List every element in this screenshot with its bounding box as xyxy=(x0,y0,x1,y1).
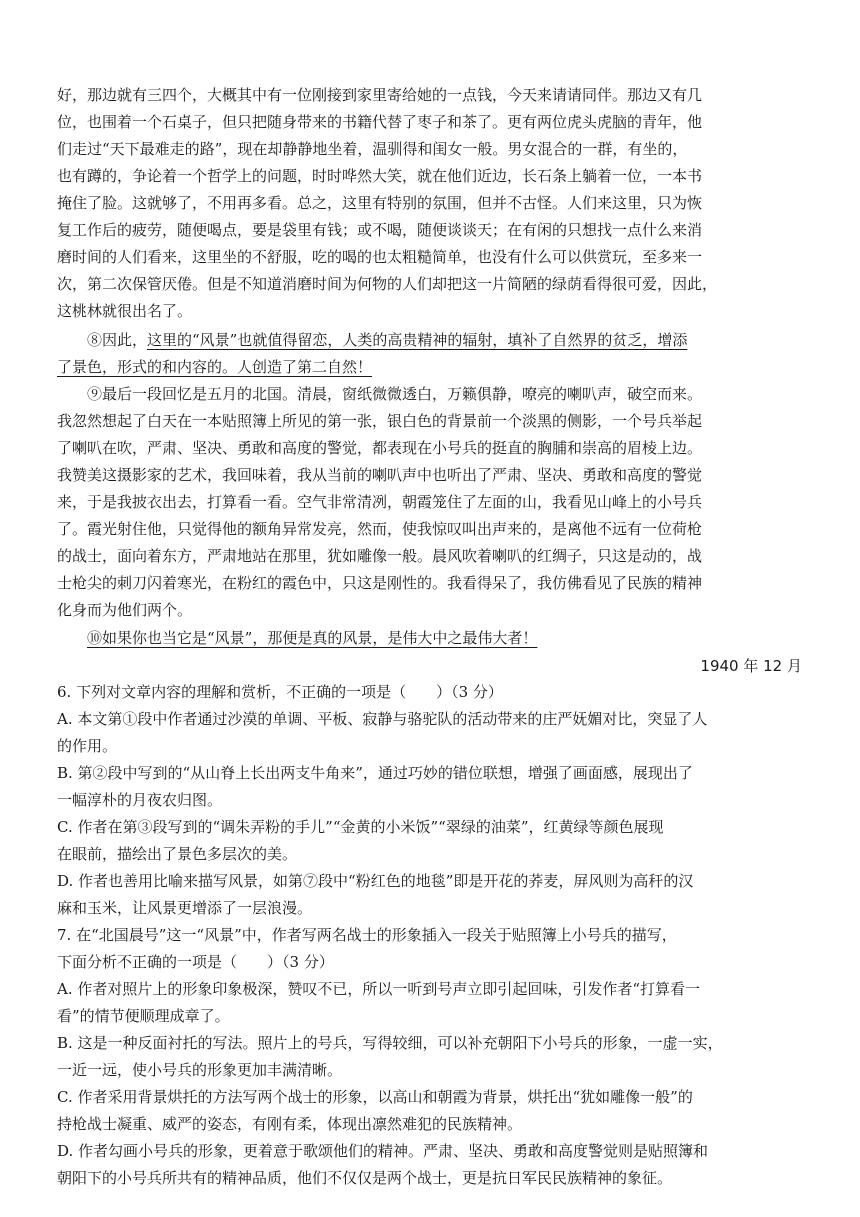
essay-line: 掩住了脸。这就够了，不用再多看。总之，这里有特别的氛围，但并不古怪。人们来这里，只为恢 xyxy=(57,194,703,212)
essay-line: 好，那边就有三四个，大概其中有一位刚接到家里寄给她的一点钱，今天来请请同伴。那边又有几 xyxy=(57,86,703,104)
question-6-option-b: B. 第②段中写到的“从山脊上长出两支牛角来”，通过巧妙的错位联想，增强了画面感，展现出了 xyxy=(57,764,693,782)
question-6-option-d: D. 作者也善用比喻来描写风景，如第⑦段中“粉红色的地毯”即是开花的荞麦，屏风则为高秆的汉 xyxy=(57,872,694,890)
question-7-option-c: C. 作者采用背景烘托的方法写两个战士的形象，以高山和朝霞为背景，烘托出“犹如雕像一般”的 xyxy=(57,1088,693,1106)
question-7-option-b: B. 这是一种反面衬托的写法。照片上的号兵，写得较细，可以补充朝阳下小号兵的形象，一虚一实， xyxy=(57,1034,723,1052)
question-7-option-d: D. 作者勾画小号兵的形象，更着意于歌颂他们的精神。严肃、坚决、勇敢和高度警觉则是贴照簿和 xyxy=(57,1142,709,1160)
paragraph-8-line1 xyxy=(87,327,807,353)
essay-line: 这桃林就很出名了。 xyxy=(57,302,193,320)
paragraph-8-underlined: 这里的“风景”也就值得留恋，人类的高贵精神的辐射，填补了自然界的贫乏，增添 xyxy=(147,331,688,349)
essay-line: 位，也围着一个石桌子，但只把随身带来的书籍代替了枣子和茶了。更有两位虎头虎脑的青年，他 xyxy=(57,113,703,131)
question-6-option-c: C. 作者在第③段写到的“调朱弄粉的手儿”“金黄的小米饭”“翠绿的油菜”，红黄绿等颜色展现 xyxy=(57,818,664,836)
question-7-stem: 7. 在“北国晨号”这一“风景”中，作者写两名战士的形象插入一段关于贴照簿上小号兵的描写， xyxy=(57,926,677,944)
paragraph-8-line2 xyxy=(57,354,807,380)
paragraph-10-underlined: ⑩如果你也当它是“风景”，那便是真的风景，是伟大中之最伟大者！ xyxy=(87,629,538,647)
question-7-stem-cont: 下面分析不正确的一项是（ ）（3 分） xyxy=(57,953,334,971)
paragraph-9-line: 的战士，面向着东方，严肃地站在那里，犹如雕像一般。晨风吹着喇叭的红绸子，只这是动的，战 xyxy=(57,547,703,565)
paragraph-9-line: ⑨最后一段回忆是五月的北国。清晨，窗纸微微透白，万籁俱静，嘹亮的喇叭声，破空而来。 xyxy=(87,385,703,403)
paragraph-9-line: 我赞美这摄影家的艺术，我回味着，我从当前的喇叭声中也听出了严肃、坚决、勇敢和高度的警觉 xyxy=(57,466,703,484)
question-7-option-b-cont: 一近一远，使小号兵的形象更加丰满清晰。 xyxy=(57,1061,343,1079)
essay-line: 复工作后的疲劳，随便喝点，要是袋里有钱；或不喝，随便谈谈天；在有闲的只想找一点什么来消 xyxy=(57,221,703,239)
question-7-option-c-cont: 持枪战士凝重、威严的姿态，有刚有柔，体现出凛然难犯的民族精神。 xyxy=(57,1115,523,1133)
question-6-option-a-cont: 的作用。 xyxy=(57,737,118,755)
paragraph-9-line: 士枪尖的刺刀闪着寒光，在粉红的霞色中，只这是刚性的。我看得呆了，我仿佛看见了民族的精神 xyxy=(57,574,703,592)
paragraph-9-line: 了。霞光射住他，只觉得他的额角异常发亮，然而，使我惊叹叫出声来的，是离他不远有一位荷枪 xyxy=(57,520,703,538)
question-7-option-a-cont: 看”的情节便顺理成章了。 xyxy=(57,1007,230,1025)
question-6-option-a: A. 本文第①段中作者通过沙漠的单调、平板、寂静与骆驼队的活动带来的庄严妩媚对比，突显了人 xyxy=(57,710,708,728)
paragraph-8-prefix: ⑧因此， xyxy=(87,331,148,349)
paragraph-9-line: 化身而为他们两个。 xyxy=(57,601,193,619)
question-6-stem: 6. 下列对文章内容的理解和赏析，不正确的一项是（ ）（3 分） xyxy=(57,683,503,701)
question-7-option-d-cont: 朝阳下的小号兵所共有的精神品质，他们不仅仅是两个战士，更是抗日军民民族精神的象征。 xyxy=(57,1169,673,1187)
essay-line: 们走过“天下最难走的路”，现在却静静地坐着，温驯得和闺女一般。男女混合的一群，有坐的， xyxy=(57,140,688,158)
essay-line: 也有蹲的，争论着一个哲学上的问题，时时哗然大笑，就在他们近边，长石条上躺着一位，一本书 xyxy=(57,167,703,185)
question-6-option-d-cont: 麻和玉米，让风景更增添了一层浪漫。 xyxy=(57,899,313,917)
paragraph-9-line: 我忽然想起了白天在一本贴照簿上所见的第一张，银白色的背景前一个淡黑的侧影，一个号兵举起 xyxy=(57,412,703,430)
question-6-option-c-cont: 在眼前，描绘出了景色多层次的美。 xyxy=(57,845,298,863)
paragraph-9-line: 来，于是我披衣出去，打算看一看。空气非常清冽，朝霞笼住了左面的山，我看见山峰上的小号兵 xyxy=(57,493,703,511)
question-7-option-a: A. 作者对照片上的形象印象极深，赞叹不已，所以一听到号声立即引起回味，引发作者“打算看一 xyxy=(57,980,701,998)
paragraph-8-underlined: 了景色，形式的和内容的。人创造了第二自然！ xyxy=(57,358,373,376)
paragraph-10 xyxy=(87,625,807,651)
question-6-option-b-cont: 一幅淳朴的月夜农归图。 xyxy=(57,791,223,809)
essay-date: 1940 年 12 月 xyxy=(700,657,802,675)
essay-line: 磨时间的人们看来，这里坐的不舒服，吃的喝的也太粗糙简单，也没有什么可以供赏玩，至多来一 xyxy=(57,248,703,266)
essay-line: 次，第二次保管厌倦。但是不知道消磨时间为何物的人们却把这一片简陋的绿荫看得很可爱，因此， xyxy=(57,275,718,293)
paragraph-9-line: 了喇叭在吹，严肃、坚决、勇敢和高度的警觉，都表现在小号兵的挺直的胸脯和崇高的眉棱上边。 xyxy=(57,439,703,457)
